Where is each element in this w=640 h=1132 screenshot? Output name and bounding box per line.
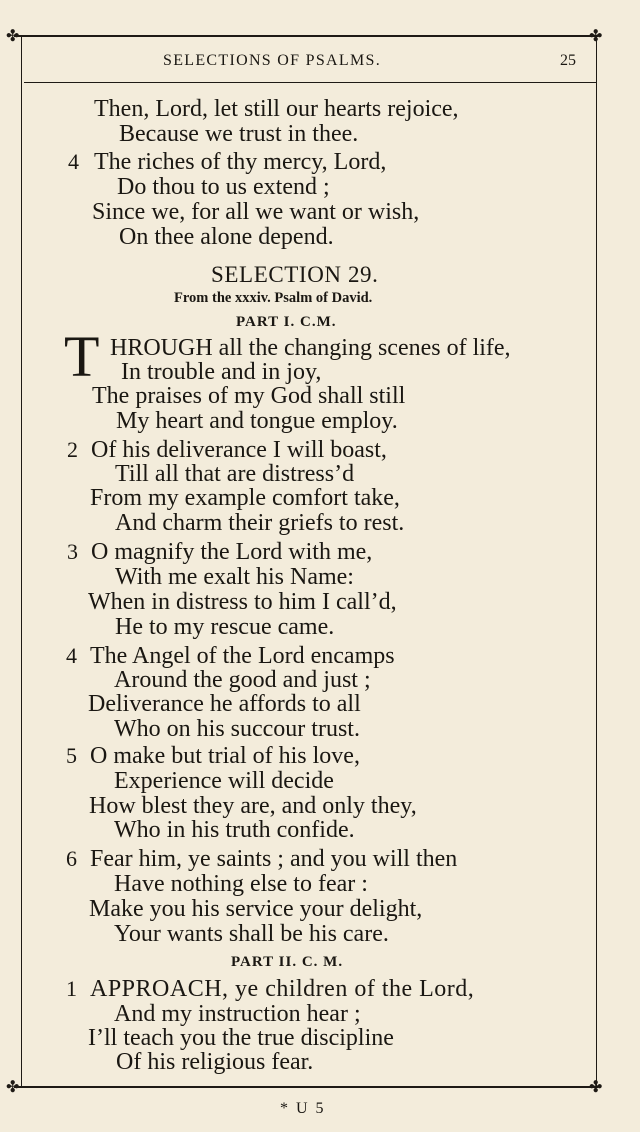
verse-line: He to my rescue came. — [115, 614, 335, 640]
verse-line: Who on his succour trust. — [114, 716, 360, 742]
verse-number: 4 — [66, 643, 77, 668]
verse-line: On thee alone depend. — [119, 224, 334, 250]
verse-line: When in distress to him I call’d, — [88, 589, 397, 615]
verse-line: How blest they are, and only they, — [89, 793, 417, 819]
selection-title: SELECTION 29. — [211, 262, 379, 287]
verse-line: Then, Lord, let still our hearts rejoice, — [94, 96, 459, 122]
part-heading: PART I. C.M. — [236, 314, 337, 330]
verse-number: 2 — [67, 437, 78, 462]
verse-line: O magnify the Lord with me, — [91, 539, 373, 565]
verse-line: My heart and tongue employ. — [116, 408, 398, 434]
verse-line: Fear him, ye saints ; and you will then — [90, 846, 458, 872]
top-rule — [14, 35, 598, 37]
verse-line: Around the good and just ; — [114, 667, 371, 693]
verse-line: O make but trial of his love, — [90, 743, 360, 769]
verse-line: The Angel of the Lord encamps — [90, 643, 395, 669]
verse-line: And charm their griefs to rest. — [115, 510, 405, 536]
verse-number: 5 — [66, 743, 77, 768]
verse-line: Do thou to us extend ; — [117, 174, 330, 200]
corner-ornament-icon: ✤ — [589, 1077, 603, 1096]
signature-mark: * U 5 — [280, 1100, 326, 1117]
verse-line: In trouble and in joy, — [121, 359, 322, 385]
verse-line: Make you his service your delight, — [89, 896, 423, 922]
verse-line: Of his religious fear. — [116, 1049, 314, 1075]
verse-line: HROUGH all the changing scenes of life, — [110, 335, 511, 361]
right-border — [596, 37, 597, 1086]
verse-number: 6 — [66, 846, 77, 871]
verse-line: With me exalt his Name: — [115, 564, 354, 590]
part-heading: PART II. C. M. — [231, 954, 344, 970]
verse-line: From my example comfort take, — [90, 485, 400, 511]
verse-line: Of his deliverance I will boast, — [91, 437, 387, 463]
verse-line: Since we, for all we want or wish, — [92, 199, 420, 225]
running-head: SELECTIONS OF PSALMS. — [163, 52, 382, 69]
selection-source: From the xxxiv. Psalm of David. — [174, 290, 373, 306]
verse-line: And my instruction hear ; — [114, 1001, 361, 1027]
corner-ornament-icon: ✤ — [6, 1077, 20, 1096]
verse-line: Your wants shall be his care. — [114, 921, 389, 947]
verse-line: APPROACH, ye children of the Lord, — [90, 976, 475, 1002]
verse-line: Have nothing else to fear : — [114, 871, 368, 897]
corner-ornament-icon: ✤ — [589, 26, 603, 45]
header-rule — [24, 82, 596, 83]
verse-number: 3 — [67, 539, 78, 564]
verse-line: The riches of thy mercy, Lord, — [94, 149, 387, 175]
verse-line: I’ll teach you the true discipline — [88, 1025, 394, 1051]
drop-cap: T — [64, 324, 100, 389]
verse-line: Till all that are distress’d — [115, 461, 355, 487]
verse-line: Deliverance he affords to all — [88, 691, 361, 717]
verse-number: 1 — [66, 976, 77, 1001]
verse-line: The praises of my God shall still — [92, 383, 406, 409]
verse-number: 4 — [68, 149, 79, 174]
verse-line: Who in his truth confide. — [114, 817, 355, 843]
verse-line: Because we trust in thee. — [119, 121, 359, 147]
verse-line: Experience will decide — [114, 768, 334, 794]
page-number: 25 — [560, 52, 576, 69]
bottom-rule — [14, 1086, 598, 1088]
left-border — [21, 37, 22, 1086]
corner-ornament-icon: ✤ — [6, 26, 20, 45]
